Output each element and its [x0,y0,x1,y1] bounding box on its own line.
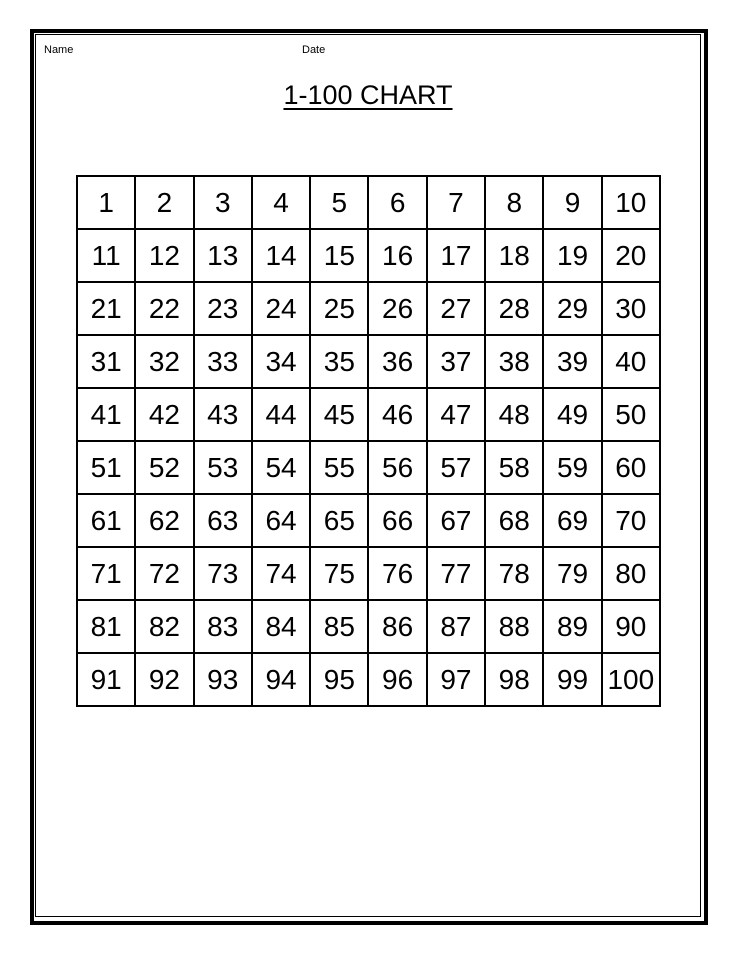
grid-cell: 41 [77,388,135,441]
grid-cell: 31 [77,335,135,388]
grid-cell: 50 [602,388,660,441]
grid-cell: 62 [135,494,193,547]
grid-cell: 43 [194,388,252,441]
grid-cell: 93 [194,653,252,706]
grid-cell: 63 [194,494,252,547]
grid-cell: 65 [310,494,368,547]
grid-cell: 54 [252,441,310,494]
grid-cell: 96 [368,653,426,706]
grid-row [77,547,660,600]
grid-cell: 7 [427,176,485,229]
grid-cell: 23 [194,282,252,335]
grid-row [77,441,660,494]
grid-cell: 64 [252,494,310,547]
grid-cell: 15 [310,229,368,282]
grid-cell: 80 [602,547,660,600]
grid-cell: 18 [485,229,543,282]
grid-cell: 22 [135,282,193,335]
grid-cell: 1 [77,176,135,229]
grid-row [77,282,660,335]
grid-cell: 19 [543,229,601,282]
grid-cell: 2 [135,176,193,229]
grid-cell: 36 [368,335,426,388]
grid-cell: 11 [77,229,135,282]
grid-cell: 85 [310,600,368,653]
grid-cell: 87 [427,600,485,653]
grid-cell: 16 [368,229,426,282]
grid-cell: 45 [310,388,368,441]
grid-cell: 83 [194,600,252,653]
grid-cell: 59 [543,441,601,494]
grid-cell: 34 [252,335,310,388]
grid-cell: 90 [602,600,660,653]
grid-cell: 37 [427,335,485,388]
grid-cell: 99 [543,653,601,706]
grid-cell: 51 [77,441,135,494]
grid-cell: 39 [543,335,601,388]
grid-cell: 92 [135,653,193,706]
grid-cell: 94 [252,653,310,706]
grid-cell: 61 [77,494,135,547]
grid-cell: 78 [485,547,543,600]
grid-cell: 17 [427,229,485,282]
grid-cell: 38 [485,335,543,388]
grid-row [77,600,660,653]
grid-cell: 12 [135,229,193,282]
grid-cell: 55 [310,441,368,494]
grid-cell: 77 [427,547,485,600]
grid-cell: 32 [135,335,193,388]
grid-cell: 71 [77,547,135,600]
grid-cell: 25 [310,282,368,335]
grid-cell: 81 [77,600,135,653]
grid-cell: 100 [602,653,660,706]
grid-row [77,335,660,388]
grid-cell: 89 [543,600,601,653]
grid-cell: 46 [368,388,426,441]
grid-cell: 60 [602,441,660,494]
hundred-chart-grid [76,175,661,707]
page-title [0,80,736,111]
grid-cell: 44 [252,388,310,441]
grid-cell: 6 [368,176,426,229]
grid-cell: 75 [310,547,368,600]
grid-cell: 68 [485,494,543,547]
grid-cell: 28 [485,282,543,335]
grid-cell: 42 [135,388,193,441]
grid-cell: 88 [485,600,543,653]
grid-cell: 82 [135,600,193,653]
grid-cell: 58 [485,441,543,494]
grid-cell: 76 [368,547,426,600]
grid-row [77,229,660,282]
grid-cell: 5 [310,176,368,229]
grid-cell: 14 [252,229,310,282]
grid-cell: 69 [543,494,601,547]
grid-row [77,176,660,229]
grid-cell: 79 [543,547,601,600]
grid-cell: 8 [485,176,543,229]
grid-cell: 40 [602,335,660,388]
grid-cell: 47 [427,388,485,441]
grid-cell: 53 [194,441,252,494]
grid-cell: 26 [368,282,426,335]
grid-cell: 56 [368,441,426,494]
grid-cell: 86 [368,600,426,653]
grid-cell: 49 [543,388,601,441]
grid-cell: 9 [543,176,601,229]
grid-row [77,388,660,441]
name-label: Name [44,44,74,56]
grid-cell: 33 [194,335,252,388]
grid-cell: 10 [602,176,660,229]
grid-cell: 74 [252,547,310,600]
grid-cell: 24 [252,282,310,335]
grid-row [77,653,660,706]
grid-cell: 91 [77,653,135,706]
grid-cell: 13 [194,229,252,282]
date-label: Date [302,44,326,56]
grid-cell: 97 [427,653,485,706]
grid-cell: 48 [485,388,543,441]
grid-cell: 84 [252,600,310,653]
grid-cell: 57 [427,441,485,494]
grid-cell: 20 [602,229,660,282]
grid-cell: 3 [194,176,252,229]
grid-cell: 29 [543,282,601,335]
grid-cell: 27 [427,282,485,335]
grid-cell: 21 [77,282,135,335]
grid-row [77,494,660,547]
grid-cell: 4 [252,176,310,229]
grid-cell: 30 [602,282,660,335]
page-title-text: 1-100 CHART [283,80,453,110]
grid-cell: 35 [310,335,368,388]
grid-cell: 52 [135,441,193,494]
grid-cell: 70 [602,494,660,547]
grid-cell: 72 [135,547,193,600]
grid-cell: 98 [485,653,543,706]
grid-cell: 95 [310,653,368,706]
grid-cell: 73 [194,547,252,600]
grid-cell: 66 [368,494,426,547]
grid-cell: 67 [427,494,485,547]
